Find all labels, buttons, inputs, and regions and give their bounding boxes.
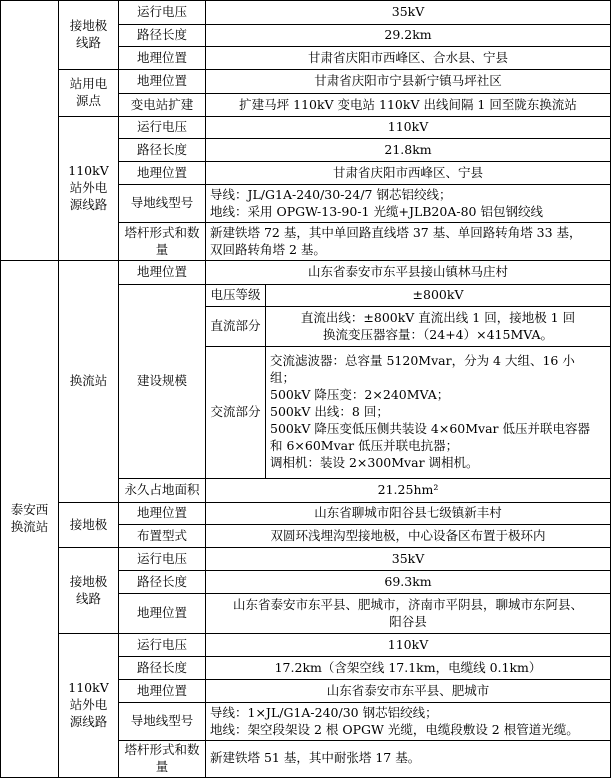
group-name: 接地极 线路: [69, 573, 108, 606]
row-label: 地理位置: [119, 70, 206, 94]
row-value: 21.8km: [206, 139, 611, 162]
row-label: 地理位置: [119, 47, 206, 70]
row-label: 塔杆形式和数 量: [119, 741, 206, 778]
row-value: 山东省泰安市东平县、肥城市: [206, 680, 611, 703]
row-label: 运行电压: [119, 634, 206, 657]
row-value: 交流滤波器：总容量 5120Mvar，分为 4 大组、16 小 组； 500kV 降压变：2×240MVA； 500kV 出线：8 回； 500kV 降压变低压侧共装设 4×60Mvar 低压并联电容器 和 6×60Mvar 低压并联电抗器； 调相机：装设 2×300Mvar 调相机。: [266, 347, 611, 479]
row-label: 路径长度: [119, 25, 206, 47]
row-label: 地理位置: [119, 162, 206, 185]
sub-label: 电压等级: [206, 285, 266, 307]
row-value: 甘肃省庆阳市西峰区、合水县、宁县: [206, 47, 611, 70]
row-label: 地理位置: [119, 680, 206, 703]
group-110kv-line-gansu: [59, 117, 119, 261]
group-ground-line-gansu: [59, 1, 119, 70]
group-name: 接地极 线路: [69, 18, 108, 50]
sub-label: 直流部分: [206, 307, 266, 347]
row-value: 35kV: [206, 548, 611, 571]
group-name: 接地极: [69, 516, 108, 532]
row-value: 甘肃省庆阳市宁县新宁镇马坪社区: [206, 70, 611, 94]
group-110kv-line-shandong: [59, 634, 119, 778]
row-value: 110kV: [206, 117, 611, 139]
group-name: 站用电 源点: [69, 76, 108, 108]
row-label: 路径长度: [119, 571, 206, 594]
row-value: 导线：1×JL/G1A-240/30 钢芯铝绞线； 地线：架空段架设 2 根 OPGW 光缆，电缆段敷设 2 根管道光缆。: [206, 703, 611, 741]
row-label: 地理位置: [119, 261, 206, 285]
row-value: 直流出线：±800kV 直流出线 1 回，接地极 1 回 换流变压器容量：（24+4）×415MVA。: [266, 307, 611, 347]
row-label: 路径长度: [119, 139, 206, 162]
row-label: 运行电压: [119, 117, 206, 139]
row-value: 扩建马坪 110kV 变电站 110kV 出线间隔 1 回至陇东换流站: [206, 94, 611, 117]
row-label: 地理位置: [119, 503, 206, 525]
group-name: 110kV 站外电 源线路: [68, 163, 109, 212]
group-ground-line-shandong: [59, 548, 119, 634]
row-value: 17.2km（含架空线 17.1km，电缆线 0.1km）: [206, 657, 611, 680]
row-label-scale: 建设规模: [119, 285, 206, 479]
group-station-power-point: [59, 70, 119, 117]
row-label: 路径长度: [119, 657, 206, 680]
row-value: ±800kV: [266, 285, 611, 307]
group-ground-electrode: [59, 503, 119, 548]
row-label: 地理位置: [119, 594, 206, 634]
row-value: 甘肃省庆阳市西峰区、宁县: [206, 162, 611, 185]
row-label: 运行电压: [119, 1, 206, 25]
row-value: 山东省泰安市东平县、肥城市，济南市平阴县，聊城市东阿县、 阳谷县: [206, 594, 611, 634]
row-value: 21.25hm²: [206, 479, 611, 503]
row-value: 山东省泰安市东平县接山镇林马庄村: [206, 261, 611, 285]
group-name: 换流站: [69, 373, 108, 389]
row-label: 布置型式: [119, 525, 206, 548]
row-value: 69.3km: [206, 571, 611, 594]
row-label: 导地线型号: [119, 185, 206, 223]
row-label: 永久占地面积: [119, 479, 206, 503]
sub-label: 交流部分: [206, 347, 266, 479]
row-label: 变电站扩建: [119, 94, 206, 117]
row-value: 110kV: [206, 634, 611, 657]
group-name: 110kV 站外电 源线路: [68, 680, 109, 729]
row-value: 新建铁塔 72 基，其中单回路直线塔 37 基、单回路转角塔 33 基， 双回路转角塔 2 基。: [206, 223, 611, 261]
station-name-taian: 泰安西 换流站: [1, 261, 59, 778]
row-value: 35kV: [206, 1, 611, 25]
row-label: 运行电压: [119, 548, 206, 571]
row-value: 29.2km: [206, 25, 611, 47]
row-value: 山东省聊城市阳谷县七级镇新丰村: [206, 503, 611, 525]
station-cell-empty: [1, 1, 59, 261]
row-label: 塔杆形式和数 量: [119, 223, 206, 261]
row-value: 新建铁塔 51 基，其中耐张塔 17 基。: [206, 741, 611, 778]
row-label: 导地线型号: [119, 703, 206, 741]
group-converter-station: [59, 261, 119, 503]
row-value: 双圆环浅埋沟型接地极，中心设备区布置于极环内: [206, 525, 611, 548]
row-value: 导线：JL/G1A-240/30-24/7 钢芯铝绞线； 地线：采用 OPGW-13-90-1 光缆+JLB20A-80 铝包钢绞线: [206, 185, 611, 223]
